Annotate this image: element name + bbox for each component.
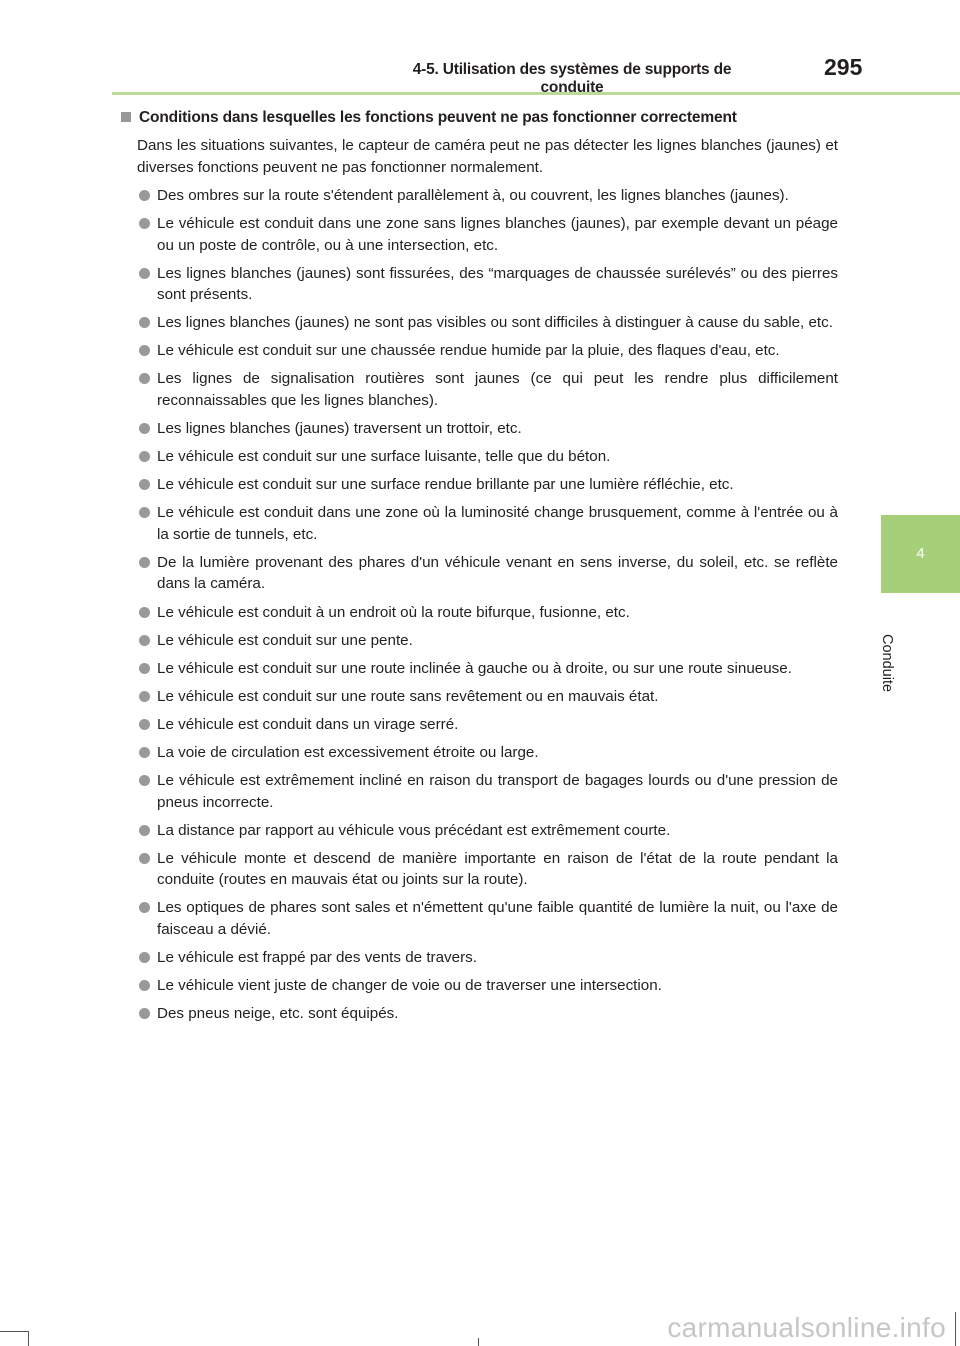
- main-content: [120, 107, 838, 1031]
- page-number: 295: [824, 54, 863, 80]
- crop-mark-left-vertical: [28, 1331, 29, 1346]
- list-item-text: Les lignes blanches (jaunes) ne sont pas visibles ou sont difficiles à distinguer à cause du sable, etc.: [157, 314, 833, 332]
- list-item-text: Le véhicule monte et descend de manière importante en raison de l'état de la route pendant la conduite (routes en mauvais état ou joints sur la route).: [157, 849, 838, 889]
- circle-bullet-icon: [139, 345, 150, 356]
- circle-bullet-icon: [139, 980, 150, 991]
- list-item-text: Le véhicule est conduit sur une chaussée rendue humide par la pluie, des flaques d'eau, etc.: [157, 342, 780, 360]
- circle-bullet-icon: [139, 373, 150, 384]
- list-item-text: Des ombres sur la route s'étendent parallèlement à, ou couvrent, les lignes blanches (jaunes).: [157, 187, 789, 204]
- circle-bullet-icon: [139, 719, 150, 730]
- circle-bullet-icon: [139, 902, 150, 913]
- circle-bullet-icon: [139, 607, 150, 618]
- list-item: [120, 312, 838, 334]
- crop-mark-center: [478, 1338, 479, 1346]
- list-item: [120, 947, 838, 969]
- list-item-text: Des pneus neige, etc. sont équipés.: [157, 1005, 399, 1023]
- list-item: [120, 263, 838, 306]
- intro-paragraph: Dans les situations suivantes, le capteur de caméra peut ne pas détecter les lignes blanches (jaunes) et diverses fonctions peuvent ne pas fonctionner normalement.: [137, 137, 838, 176]
- list-item: [120, 897, 838, 940]
- list-item-text: Le véhicule vient juste de changer de voie ou de traverser une intersection.: [157, 977, 662, 995]
- list-item-text: Le véhicule est conduit sur une surface luisante, telle que du béton.: [157, 448, 611, 466]
- condition-list: [120, 185, 838, 1025]
- list-item: [120, 686, 838, 708]
- list-item-text: Le véhicule est extrêmement incliné en raison du transport de bagages lourds ou d'une pression de pneus incorrecte.: [157, 772, 838, 811]
- list-item: [120, 552, 838, 595]
- circle-bullet-icon: [139, 507, 150, 518]
- list-item: [120, 770, 838, 813]
- list-item-text: Le véhicule est conduit sur une pente.: [157, 631, 413, 649]
- square-bullet-icon: [121, 112, 131, 122]
- list-item: [120, 185, 838, 207]
- list-item-text: Le véhicule est conduit sur une route sans revêtement ou en mauvais état.: [157, 687, 659, 705]
- list-item-text: Les lignes blanches (jaunes) sont fissurées, des “marquages de chaussée surélevés” ou des pierres sont présents.: [157, 264, 838, 304]
- circle-bullet-icon: [139, 663, 150, 674]
- circle-bullet-icon: [139, 268, 150, 279]
- list-item: [120, 975, 838, 997]
- circle-bullet-icon: [139, 218, 150, 229]
- list-item-text: Les optiques de phares sont sales et n'émettent qu'une faible quantité de lumière la nuit, ou l'axe de faisceau a dévié.: [157, 899, 838, 938]
- list-item: [120, 1003, 838, 1025]
- circle-bullet-icon: [139, 952, 150, 963]
- list-item: [120, 714, 838, 736]
- section-heading: [120, 107, 838, 128]
- list-item: [120, 340, 838, 362]
- page-header-title: 4-5. Utilisation des systèmes de supports de conduite: [412, 61, 732, 96]
- list-item: [120, 213, 838, 256]
- circle-bullet-icon: [139, 691, 150, 702]
- list-item: [120, 658, 838, 680]
- list-item: [120, 368, 838, 411]
- list-item-text: Le véhicule est conduit dans une zone où la luminosité change brusquement, comme à l'entrée ou à la sortie de tunnels, etc.: [157, 504, 838, 543]
- circle-bullet-icon: [139, 317, 150, 328]
- list-item: [120, 602, 838, 624]
- list-item: [120, 502, 838, 545]
- list-item-text: Le véhicule est frappé par des vents de travers.: [157, 948, 477, 966]
- list-item: [120, 446, 838, 468]
- crop-mark-left-horizontal: [0, 1331, 28, 1332]
- circle-bullet-icon: [139, 190, 150, 201]
- circle-bullet-icon: [139, 747, 150, 758]
- list-item-text: La distance par rapport au véhicule vous précédant est extrêmement courte.: [157, 821, 671, 839]
- list-item: [120, 418, 838, 440]
- list-item-text: Le véhicule est conduit sur une surface rendue brillante par une lumière réfléchie, etc.: [157, 476, 734, 494]
- circle-bullet-icon: [139, 635, 150, 646]
- circle-bullet-icon: [139, 423, 150, 434]
- watermark: carmanualsonline.info: [667, 1312, 946, 1343]
- list-item-text: De la lumière provenant des phares d'un véhicule venant en sens inverse, du soleil, etc. se reflète dans la caméra.: [157, 553, 838, 593]
- list-item-text: Les lignes de signalisation routières sont jaunes (ce qui peut les rendre plus difficilement reconnaissables que les lignes blanches).: [157, 370, 838, 409]
- circle-bullet-icon: [139, 479, 150, 490]
- crop-mark-right-vertical: [955, 1312, 956, 1346]
- list-item: [120, 848, 838, 891]
- circle-bullet-icon: [139, 775, 150, 786]
- list-item: [120, 474, 838, 496]
- chapter-label: Conduite: [879, 634, 895, 693]
- circle-bullet-icon: [139, 557, 150, 568]
- circle-bullet-icon: [139, 1008, 150, 1019]
- list-item: [120, 630, 838, 652]
- list-item-text: Le véhicule est conduit dans une zone sans lignes blanches (jaunes), par exemple devant un péage ou un poste de contrôle, ou à une intersection, etc.: [157, 215, 838, 254]
- section-heading-text: Conditions dans lesquelles les fonctions peuvent ne pas fonctionner correctement: [139, 109, 737, 126]
- circle-bullet-icon: [139, 451, 150, 462]
- list-item-text: Le véhicule est conduit sur une route inclinée à gauche ou à droite, ou sur une route sinueuse.: [157, 659, 792, 677]
- list-item-text: Le véhicule est conduit à un endroit où la route bifurque, fusionne, etc.: [157, 603, 630, 621]
- chapter-tab: 4: [881, 515, 960, 593]
- list-item-text: La voie de circulation est excessivement étroite ou large.: [157, 744, 539, 761]
- list-item-text: Le véhicule est conduit dans un virage serré.: [157, 715, 459, 733]
- circle-bullet-icon: [139, 825, 150, 836]
- list-item-text: Les lignes blanches (jaunes) traversent un trottoir, etc.: [157, 420, 522, 438]
- circle-bullet-icon: [139, 853, 150, 864]
- list-item: [120, 742, 838, 764]
- list-item: [120, 820, 838, 842]
